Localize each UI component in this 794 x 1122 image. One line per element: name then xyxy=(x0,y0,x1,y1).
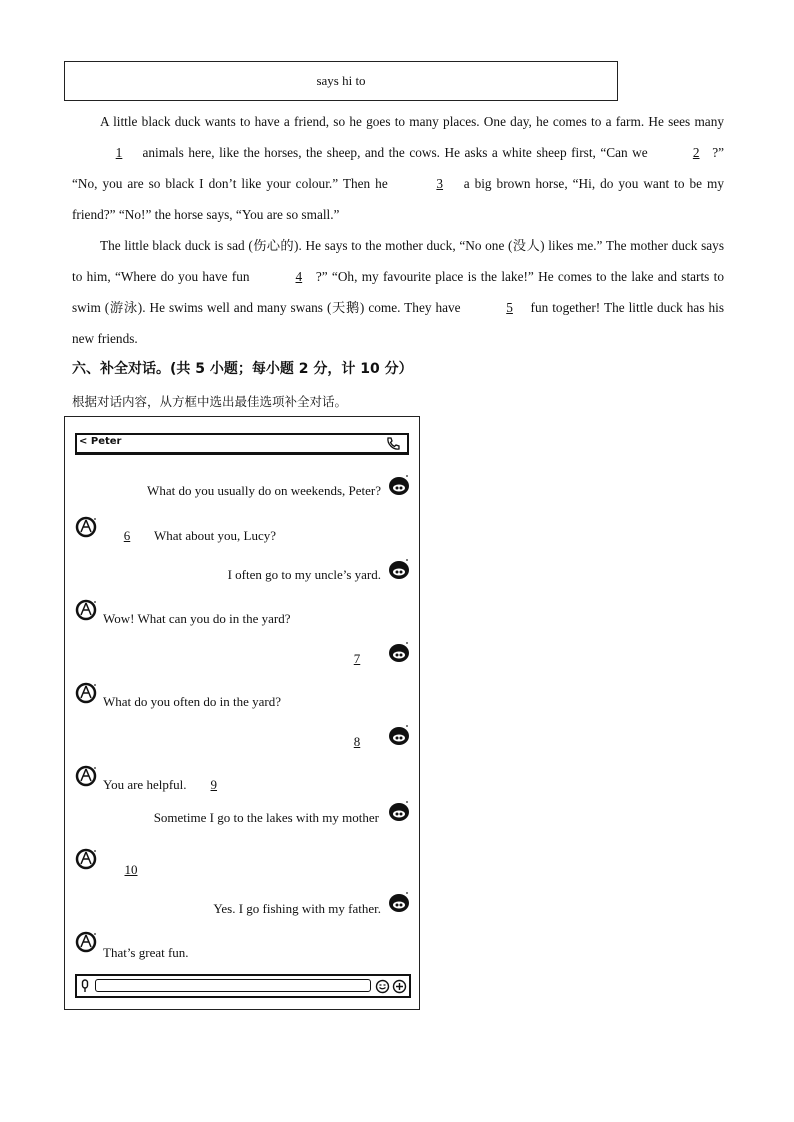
peter-avatar-icon xyxy=(75,598,99,622)
lucy-avatar-icon xyxy=(387,640,411,664)
peter-avatar-icon xyxy=(75,681,99,705)
message-lucy-2 xyxy=(228,567,381,583)
message-peter-2 xyxy=(103,611,291,627)
word-box xyxy=(64,61,618,101)
blank-2: 2 xyxy=(692,145,700,160)
blank-1: 1 xyxy=(115,145,123,160)
chat-screen xyxy=(64,416,420,1010)
lucy-avatar-icon xyxy=(387,557,411,581)
message-lucy-4 xyxy=(333,734,381,750)
message-text: You are helpful. xyxy=(103,777,190,792)
passage-paragraph-2 xyxy=(72,230,724,354)
passage-text: ?” “Oh, my favourite place is the lake!” He comes to the lake and starts to swim (游泳). He swims well and many swans (天鹅) come. They have xyxy=(72,269,724,315)
message-text: What about you, Lucy? xyxy=(151,528,277,543)
lucy-avatar-icon xyxy=(387,799,411,823)
lucy-avatar-icon xyxy=(387,890,411,914)
word-box-text: says hi to xyxy=(316,73,366,88)
plus-icon[interactable] xyxy=(392,979,407,994)
message-text: Yes. I go fishing with my father. xyxy=(213,901,381,916)
lucy-avatar-icon xyxy=(387,473,411,497)
blank-7: 7 xyxy=(353,651,361,666)
message-peter-3 xyxy=(103,694,281,710)
passage-paragraph-1 xyxy=(72,106,724,230)
section-instruction: 根据对话内容，从方框中选出最佳选项补全对话。 xyxy=(72,394,348,409)
blank-5: 5 xyxy=(506,300,513,315)
back-contact-label[interactable]: < Peter xyxy=(79,436,122,447)
blank-10: 10 xyxy=(124,862,138,877)
message-text: Sometime I go to the lakes with my mother xyxy=(153,810,379,825)
peter-avatar-icon xyxy=(75,847,99,871)
passage-text: A little black duck wants to have a friend, so he goes to many places. One day, he comes to a farm. He sees many xyxy=(100,114,724,129)
message-text: What do you usually do on weekends, Peter? xyxy=(147,483,381,498)
message-peter-5 xyxy=(103,862,159,878)
passage-text: The little black duck is sad (伤心的). He says to the mother duck, “No one (没人) likes me.” The mother duck says to him, “Where do you have fun xyxy=(72,238,724,284)
chat-input-bar xyxy=(75,974,411,998)
message-text: Wow! What can you do in the yard? xyxy=(103,611,291,626)
blank-3: 3 xyxy=(436,176,444,191)
message-peter-4 xyxy=(103,777,238,793)
passage-text: ?” “No, you are so black I don’t like your colour.” Then he xyxy=(72,145,724,191)
blank-8: 8 xyxy=(353,734,361,749)
peter-avatar-icon xyxy=(75,515,99,539)
microphone-icon[interactable] xyxy=(80,979,90,993)
blank-9: 9 xyxy=(210,777,218,792)
phone-call-icon[interactable] xyxy=(385,436,401,452)
emoji-icon[interactable] xyxy=(375,979,390,994)
blank-6: 6 xyxy=(123,528,131,543)
lucy-avatar-icon xyxy=(387,723,411,747)
peter-avatar-icon xyxy=(75,764,99,788)
message-lucy-5 xyxy=(154,810,379,826)
message-lucy-3 xyxy=(333,651,381,667)
blank-4: 4 xyxy=(295,269,303,284)
section-title: 六、补全对话。(共 5 小题；每小题 2 分，计 10 分） xyxy=(72,361,413,377)
reading-passage xyxy=(72,106,724,354)
passage-text: animals here, like the horses, the sheep, and the cows. He asks a white sheep first, “Can we xyxy=(138,145,653,160)
message-input[interactable] xyxy=(95,979,371,992)
message-text: That’s great fun. xyxy=(103,945,189,960)
message-peter-6 xyxy=(103,945,189,961)
chat-header xyxy=(75,433,409,455)
passage-text: fun together! The little duck has his new friends. xyxy=(72,300,724,346)
peter-avatar-icon xyxy=(75,930,99,954)
passage-text: a big brown horse, “Hi, do you want to be my friend?” “No!” the horse says, “You are so small.” xyxy=(72,176,725,222)
message-lucy-6 xyxy=(213,901,381,917)
message-peter-1 xyxy=(103,528,276,544)
message-text: I often go to my uncle’s yard. xyxy=(227,567,381,582)
message-lucy-1 xyxy=(147,483,381,499)
message-text: What do you often do in the yard? xyxy=(103,694,281,709)
